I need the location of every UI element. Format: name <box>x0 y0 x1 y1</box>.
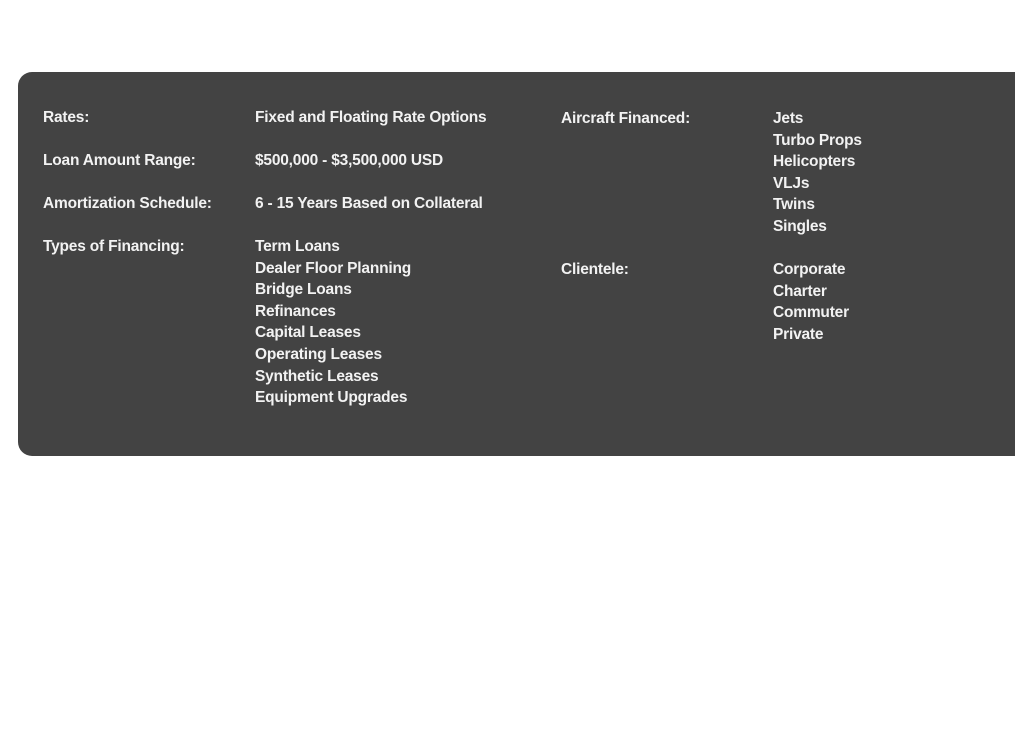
list-item: Turbo Props <box>773 131 862 149</box>
loan-amount-label: Loan Amount Range: <box>43 152 196 169</box>
aircraft-financed-label: Aircraft Financed: <box>561 110 691 127</box>
clientele-label: Clientele: <box>561 261 629 278</box>
loan-amount-value: $500,000 - $3,500,000 USD <box>255 152 444 169</box>
aircraft-financed-list <box>773 108 862 238</box>
list-item: Twins <box>773 196 815 214</box>
financing-types-label: Types of Financing: <box>43 238 185 255</box>
list-item: Dealer Floor Planning <box>255 259 411 277</box>
list-item: VLJs <box>773 174 810 192</box>
rates-label: Rates: <box>43 109 90 126</box>
list-item: Synthetic Leases <box>255 367 379 385</box>
list-item: Commuter <box>773 304 849 322</box>
financing-types-list <box>255 236 411 409</box>
list-item: Bridge Loans <box>255 281 352 299</box>
list-item: Helicopters <box>773 153 856 171</box>
list-item: Term Loans <box>255 238 340 255</box>
list-item: Jets <box>773 110 804 127</box>
list-item: Singles <box>773 217 827 235</box>
amortization-value: 6 - 15 Years Based on Collateral <box>255 195 483 212</box>
list-item: Refinances <box>255 302 336 320</box>
list-item: Corporate <box>773 261 846 278</box>
rates-value: Fixed and Floating Rate Options <box>255 109 487 126</box>
financing-info-panel <box>18 72 1015 456</box>
list-item: Operating Leases <box>255 345 382 363</box>
clientele-list <box>773 259 849 345</box>
amortization-label: Amortization Schedule: <box>43 195 212 212</box>
list-item: Private <box>773 325 824 343</box>
list-item: Capital Leases <box>255 324 361 342</box>
list-item: Charter <box>773 282 827 300</box>
list-item: Equipment Upgrades <box>255 389 408 407</box>
